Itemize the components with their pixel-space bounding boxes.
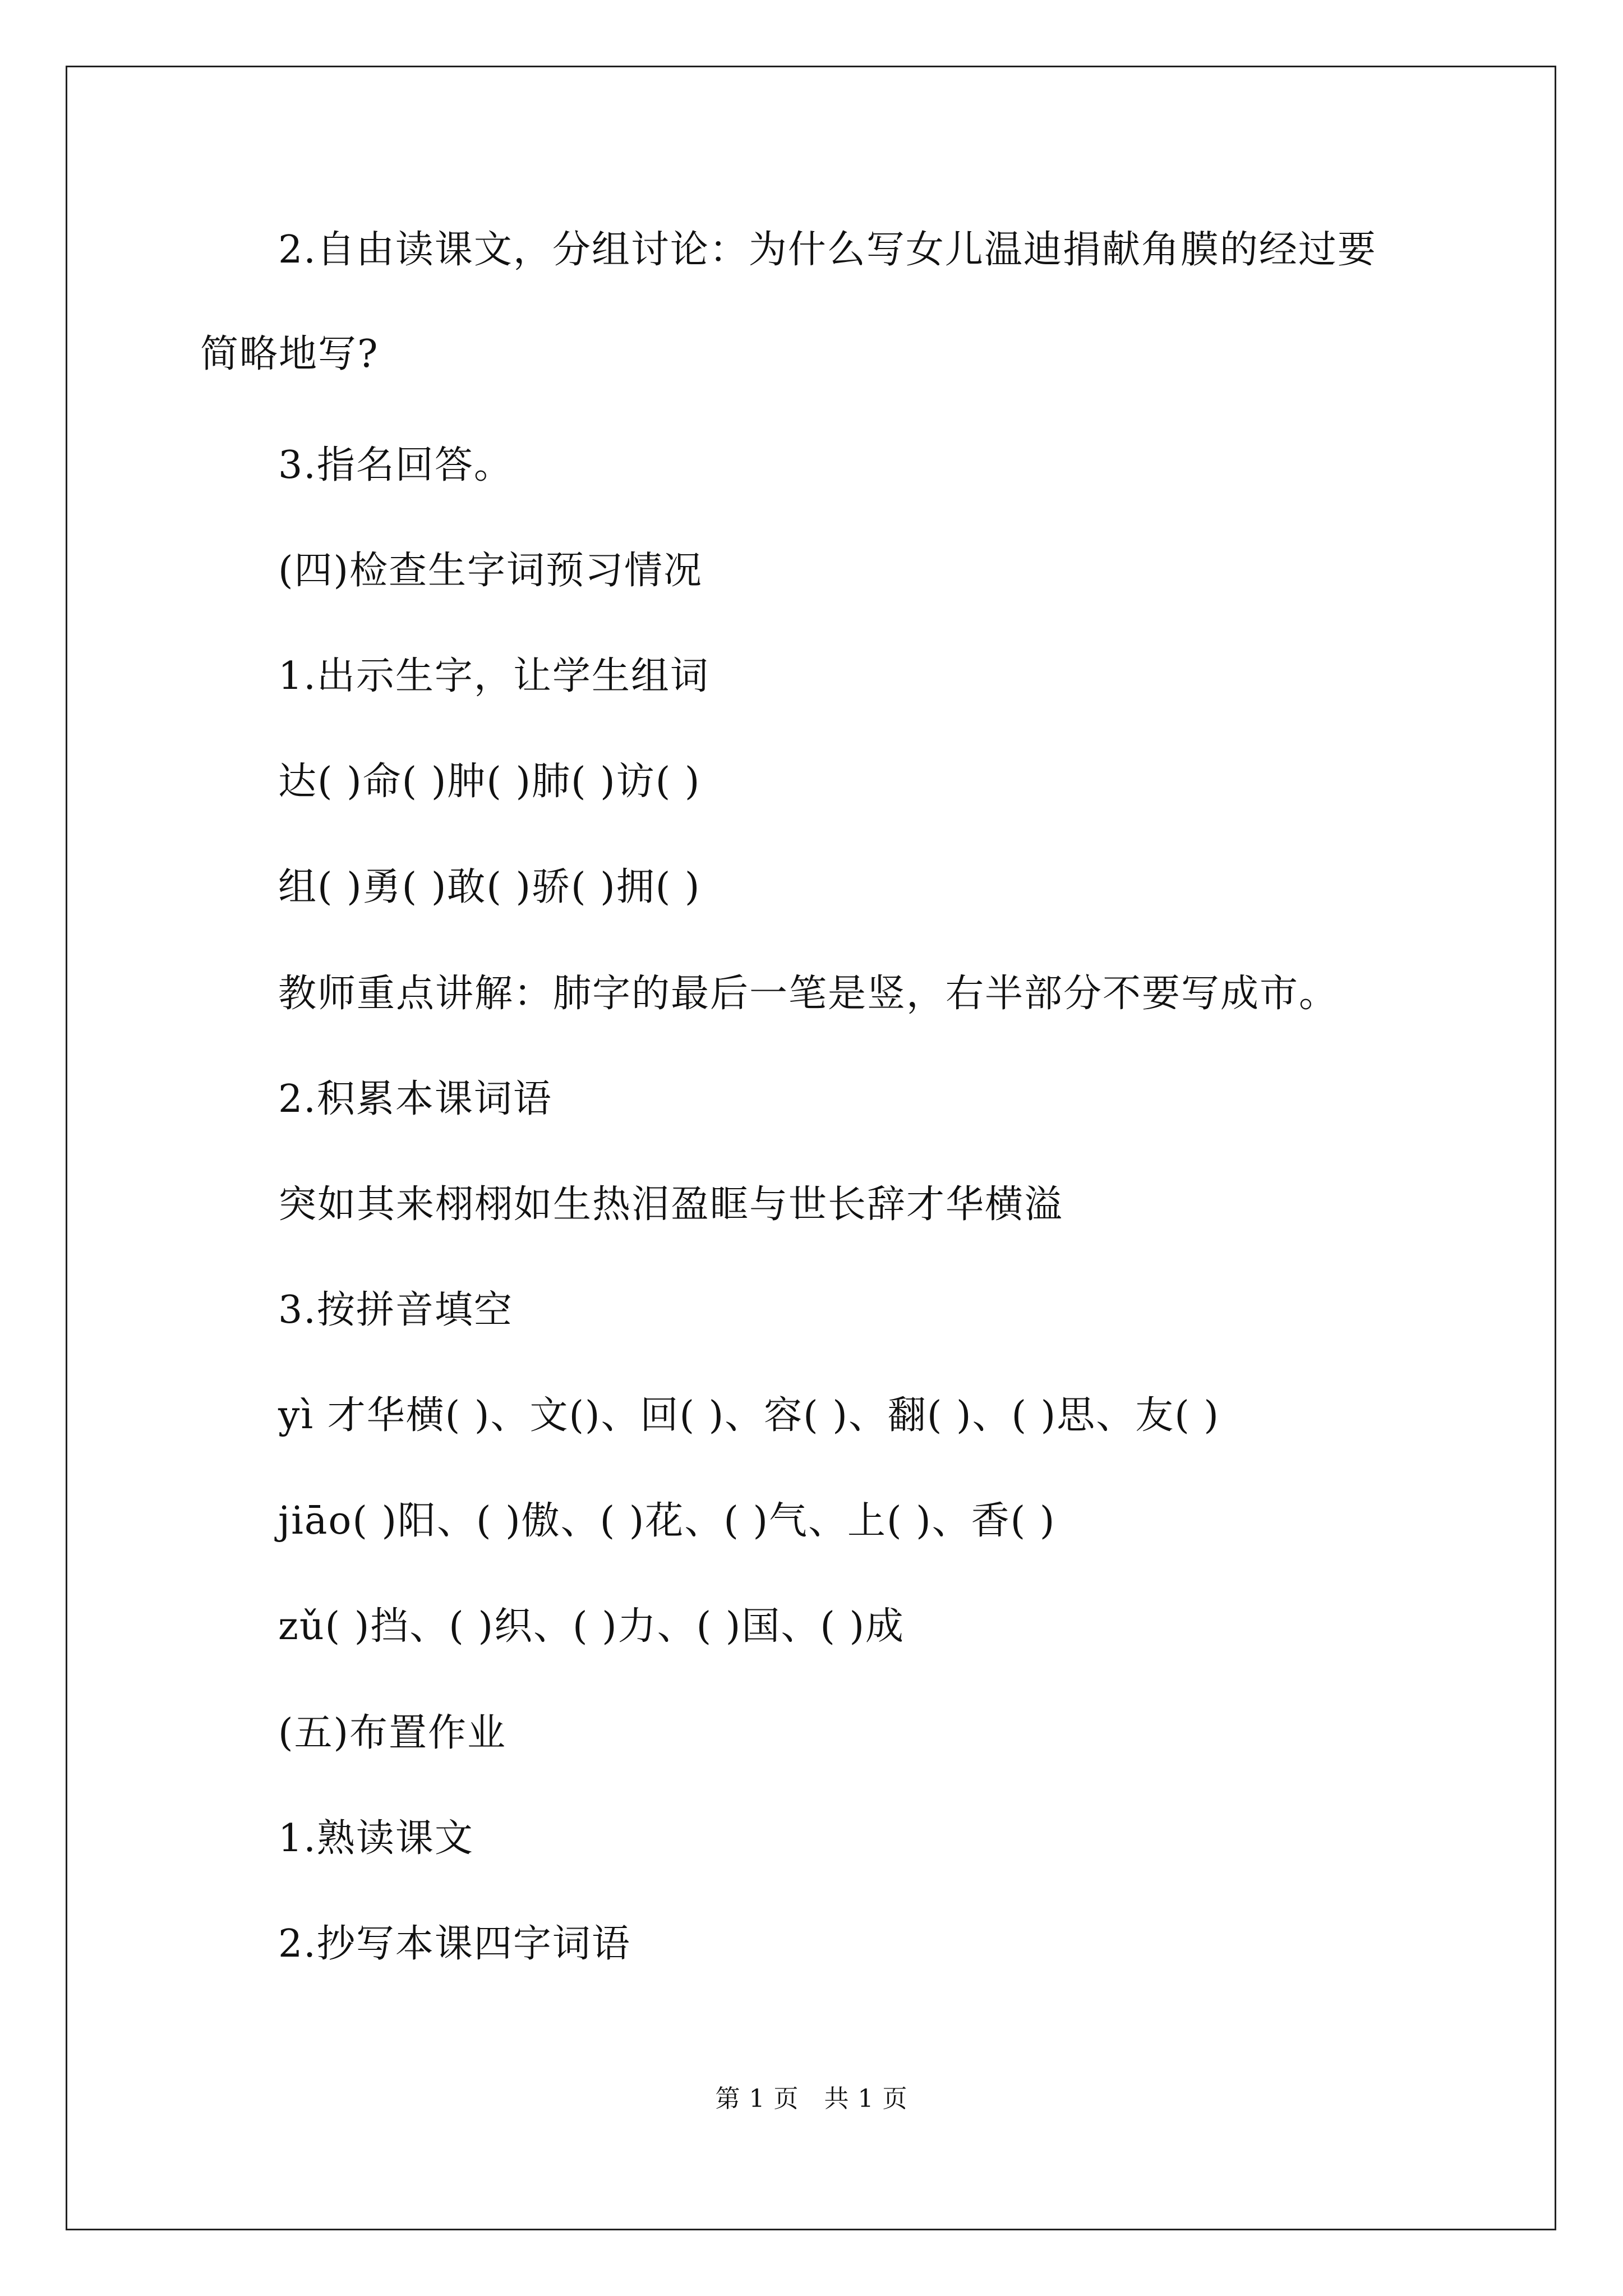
paragraph-line: 教师重点讲解：肺字的最后一笔是竖，右半部分不要写成市。 — [278, 972, 1339, 1016]
exercise-line: 组( )勇( )敢( )骄( )拥( ) — [278, 865, 701, 909]
section-heading: (四)检查生字词预习情况 — [278, 549, 703, 593]
paragraph-line: 3.按拼音填空 — [278, 1288, 513, 1332]
paragraph-line: 2.抄写本课四字词语 — [278, 1922, 631, 1966]
paragraph-line: 2.自由读课文，分组讨论：为什么写女儿温迪捐献角膜的经过要 — [278, 228, 1377, 272]
paragraph-line: 1.出示生字，让学生组词 — [278, 654, 709, 698]
paragraph-line: 2.积累本课词语 — [278, 1077, 552, 1121]
exercise-line: jiāo( )阳、( )傲、( )花、( )气、上( )、香( ) — [278, 1499, 1056, 1543]
paragraph-line: 简略地写? — [200, 332, 379, 376]
exercise-line: zǔ( )挡、( )织、( )力、( )国、( )成 — [278, 1604, 905, 1649]
paragraph-line: 3.指名回答。 — [278, 443, 513, 487]
vocabulary-line: 突如其来栩栩如生热泪盈眶与世长辞才华横溢 — [278, 1182, 1064, 1227]
exercise-line: yì 才华横( )、文()、回( )、容( )、翻( )、( )思、友( ) — [278, 1393, 1220, 1438]
paragraph-line: 1.熟读课文 — [278, 1816, 474, 1861]
page-frame — [66, 66, 1556, 2230]
section-heading: (五)布置作业 — [278, 1711, 507, 1755]
page-footer: 第 1 页 共 1 页 — [715, 2085, 908, 2113]
exercise-line: 达( )命( )肿( )肺( )访( ) — [278, 760, 701, 804]
